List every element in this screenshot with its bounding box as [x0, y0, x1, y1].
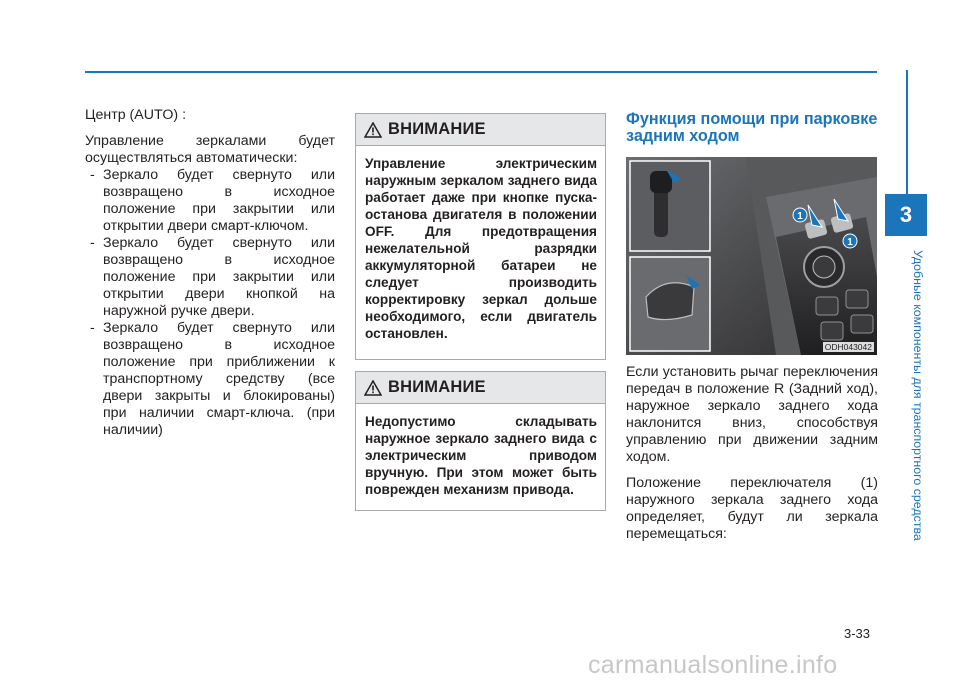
section-title: Функция помощи при парковке задним ходом [626, 110, 878, 145]
watermark: carmanualsonline.info [588, 651, 838, 679]
list-item-text: Зеркало будет свернуто или возвращено в исходное положение при закрытии или открытии двери кнопкой на наружной ручке двери. [103, 235, 335, 319]
caution-header [356, 372, 605, 404]
caution-title: ВНИМАНИЕ [388, 120, 486, 138]
image-code: ODH043042 [824, 342, 872, 352]
caution-text: Недопустимо складывать наружное зеркало заднего вида с электрическим приводом вручную. При этом может быть поврежден механизм привода. [365, 414, 597, 497]
top-rule [85, 71, 877, 73]
caution-box-manual-fold [355, 371, 606, 511]
caution-header [356, 114, 605, 146]
reverse-assist-paragraph: Если установить рычаг переключения передач в положение R (Задний ход), наружное зеркало заднего хода наклонится вниз, способствуя управлению при движении задним ходом. [626, 364, 878, 465]
callout-number: 1 [847, 237, 853, 248]
left-column [85, 107, 335, 439]
list-item: - Зеркало будет свернуто или возвращено в исходное положение при закрытии или открытии двери смарт-ключом. [90, 167, 335, 234]
center-auto-label: Центр (AUTO) : [85, 107, 187, 123]
list-item-text: Зеркало будет свернуто или возвращено в исходное положение при приближении к транспортному средству (все двери закрыты и блокированы) при наличии смарт-ключа. (при наличии) [103, 320, 335, 438]
list-item: - Зеркало будет свернуто или возвращено в исходное положение при закрытии или открытии двери кнопкой на наружной ручке двери. [90, 235, 335, 319]
right-column [626, 364, 878, 543]
caution-title: ВНИМАНИЕ [388, 378, 486, 396]
caution-box-battery [355, 113, 606, 360]
list-item: - Зеркало будет свернуто или возвращено в исходное положение при приближении к транспортному средству (все двери закрыты и блокированы) при наличии смарт-ключа. (при наличии) [90, 320, 335, 438]
caution-text: Управление электрическим наружным зеркалом заднего вида работает даже при кнопке пуска-останова двигателя в положении OFF. Для предотвращения нежелательной разрядки аккумуляторной батареи не следует производить корректировку зеркал дольше необходимого, если двигатель остановлен. [365, 156, 597, 341]
mirror-switch-illustration [626, 157, 877, 355]
chapter-title: Удобные компоненты для транспортного средства [911, 250, 925, 541]
callout-number: 1 [797, 211, 803, 222]
chapter-number-tab: 3 [885, 194, 927, 236]
list-item-text: Зеркало будет свернуто или возвращено в исходное положение при закрытии или открытии двери смарт-ключом. [103, 167, 335, 234]
switch-position-paragraph: Положение переключателя (1) наружного зеркала заднего хода определяет, будут ли зеркала перемещаться: [626, 475, 878, 542]
auto-intro: Управление зеркалами будет осуществляться автоматически: [85, 133, 335, 166]
side-rule [906, 70, 908, 194]
warning-triangle-icon [364, 122, 382, 138]
warning-triangle-icon [364, 380, 382, 396]
page-number: 3-33 [844, 626, 871, 641]
